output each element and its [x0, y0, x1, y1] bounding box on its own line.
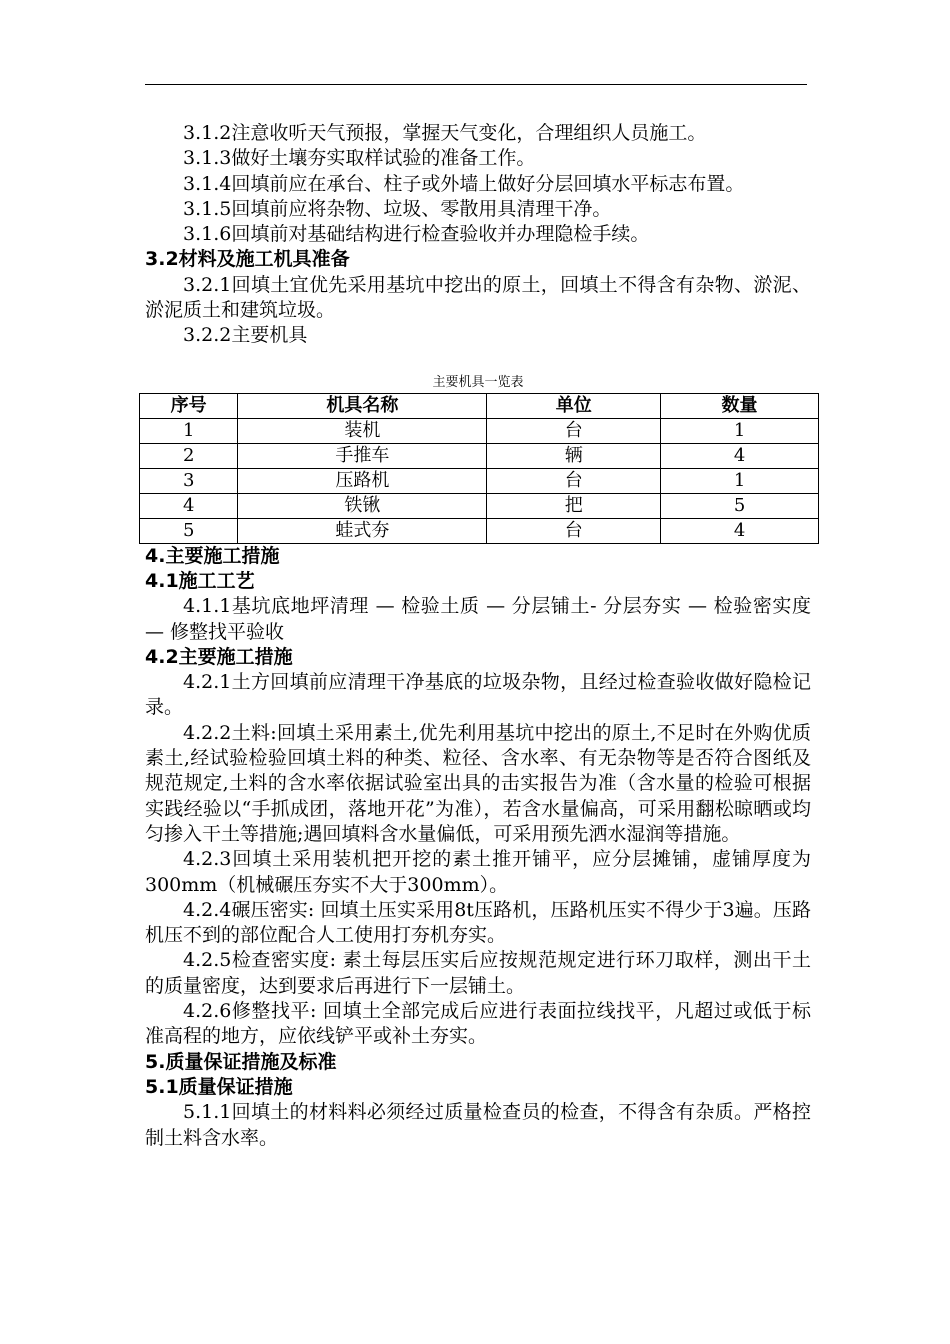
cell-unit: 把 — [487, 493, 661, 518]
document-body — [145, 121, 811, 1151]
cell-qty: 1 — [661, 418, 819, 443]
cell-name: 压路机 — [238, 468, 487, 493]
cell-name: 装机 — [238, 418, 487, 443]
cell-unit: 台 — [487, 518, 661, 543]
section-heading: 4.主要施工措施 — [145, 544, 280, 567]
section-heading: 3.2材料及施工机具准备 — [145, 248, 350, 271]
table-row — [140, 468, 819, 493]
cell-no: 4 — [140, 493, 238, 518]
paragraph: 4.2.1土方回填前应清理干净基底的垃圾杂物，且经过检查验收做好隐检记录。 — [145, 671, 811, 719]
cell-unit: 台 — [487, 418, 661, 443]
paragraph: 4.2.6修整找平: 回填土全部完成后应进行表面拉线找平，凡超过或低于标准高程的地方，应依线铲平或补土夯实。 — [145, 1000, 811, 1048]
paragraph: 4.2.2土料:回填土采用素土,优先利用基坑中挖出的原土,不足时在外购优质素土,经试验检验回填土料的种类、粒径、含水率、有无杂物等是否符合图纸及规范规定,土料的含水率依据试验室出具的击实报告为准（含水量的检验可根据实践经验以“手抓成团，落地开花”为准），若含水量偏高，可采用翻松晾晒或均匀掺入干土等措施;遇回填料含水量偏低，可采用预先洒水湿润等措施。 — [145, 721, 811, 845]
table-row — [140, 493, 819, 518]
table-row — [140, 443, 819, 468]
cell-no: 1 — [140, 418, 238, 443]
col-header-unit: 单位 — [487, 393, 661, 418]
subsection-heading: 4.2主要施工措施 — [145, 645, 293, 668]
cell-name: 手推车 — [238, 443, 487, 468]
col-header-qty: 数量 — [661, 393, 819, 418]
cell-no: 5 — [140, 518, 238, 543]
paragraph: 4.1.1基坑底地坪清理 — 检验土质 — 分层铺土- 分层夯实 — 检验密实度 — 修整找平验收 — [145, 595, 811, 643]
cell-no: 2 — [140, 443, 238, 468]
paragraph: 3.1.4回填前应在承台、柱子或外墙上做好分层回填水平标志布置。 — [183, 172, 745, 195]
paragraph: 3.1.2注意收听天气预报，掌握天气变化，合理组织人员施工。 — [183, 122, 707, 144]
paragraph: 3.1.6回填前对基础结构进行检查验收并办理隐检手续。 — [183, 223, 650, 246]
paragraph: 3.1.3做好土壤夯实取样试验的准备工作。 — [183, 147, 536, 170]
paragraph: 4.2.4碾压密实: 回填土压实采用8t压路机，压路机压实不得少于3遍。压路机压不到的部位配合人工使用打夯机夯实。 — [145, 898, 811, 947]
subsection-heading: 5.1质量保证措施 — [145, 1075, 293, 1098]
table-caption: 主要机具一览表 — [432, 374, 524, 390]
cell-qty: 4 — [661, 443, 819, 468]
cell-qty: 5 — [661, 493, 819, 518]
paragraph: 5.1.1回填土的材料料必须经过质量检查员的检查，不得含有杂质。严格控制土料含水率。 — [145, 1101, 811, 1149]
cell-qty: 4 — [661, 518, 819, 543]
subsection-heading: 4.1施工工艺 — [145, 569, 255, 592]
cell-unit: 辆 — [487, 443, 661, 468]
col-header-name: 机具名称 — [238, 393, 487, 418]
table-row — [140, 518, 819, 543]
paragraph: 4.2.3回填土采用装机把开挖的素土推开铺平，应分层摊铺，虚铺厚度为300mm（机械碾压夯实不大于300mm）。 — [145, 848, 811, 896]
section-heading: 5.质量保证措施及标准 — [145, 1050, 337, 1073]
header-rule — [145, 84, 807, 85]
equipment-table — [139, 393, 819, 544]
cell-name: 铁锹 — [238, 493, 487, 518]
paragraph: 3.2.1回填土宜优先采用基坑中挖出的原土，回填土不得含有杂物、淤泥、淤泥质土和建筑垃圾。 — [145, 273, 811, 322]
table-row — [140, 418, 819, 443]
col-header-no: 序号 — [140, 393, 238, 418]
cell-no: 3 — [140, 468, 238, 493]
cell-name: 蛙式夯 — [238, 518, 487, 543]
table-header-row — [140, 393, 819, 418]
paragraph: 3.1.5回填前应将杂物、垃圾、零散用具清理干净。 — [183, 197, 612, 220]
cell-qty: 1 — [661, 468, 819, 493]
paragraph: 3.2.2主要机具 — [183, 324, 308, 347]
paragraph: 4.2.5检查密实度: 素土每层压实后应按规范规定进行环刀取样，测出干土的质量密度，达到要求后再进行下一层铺土。 — [145, 949, 811, 997]
cell-unit: 台 — [487, 468, 661, 493]
